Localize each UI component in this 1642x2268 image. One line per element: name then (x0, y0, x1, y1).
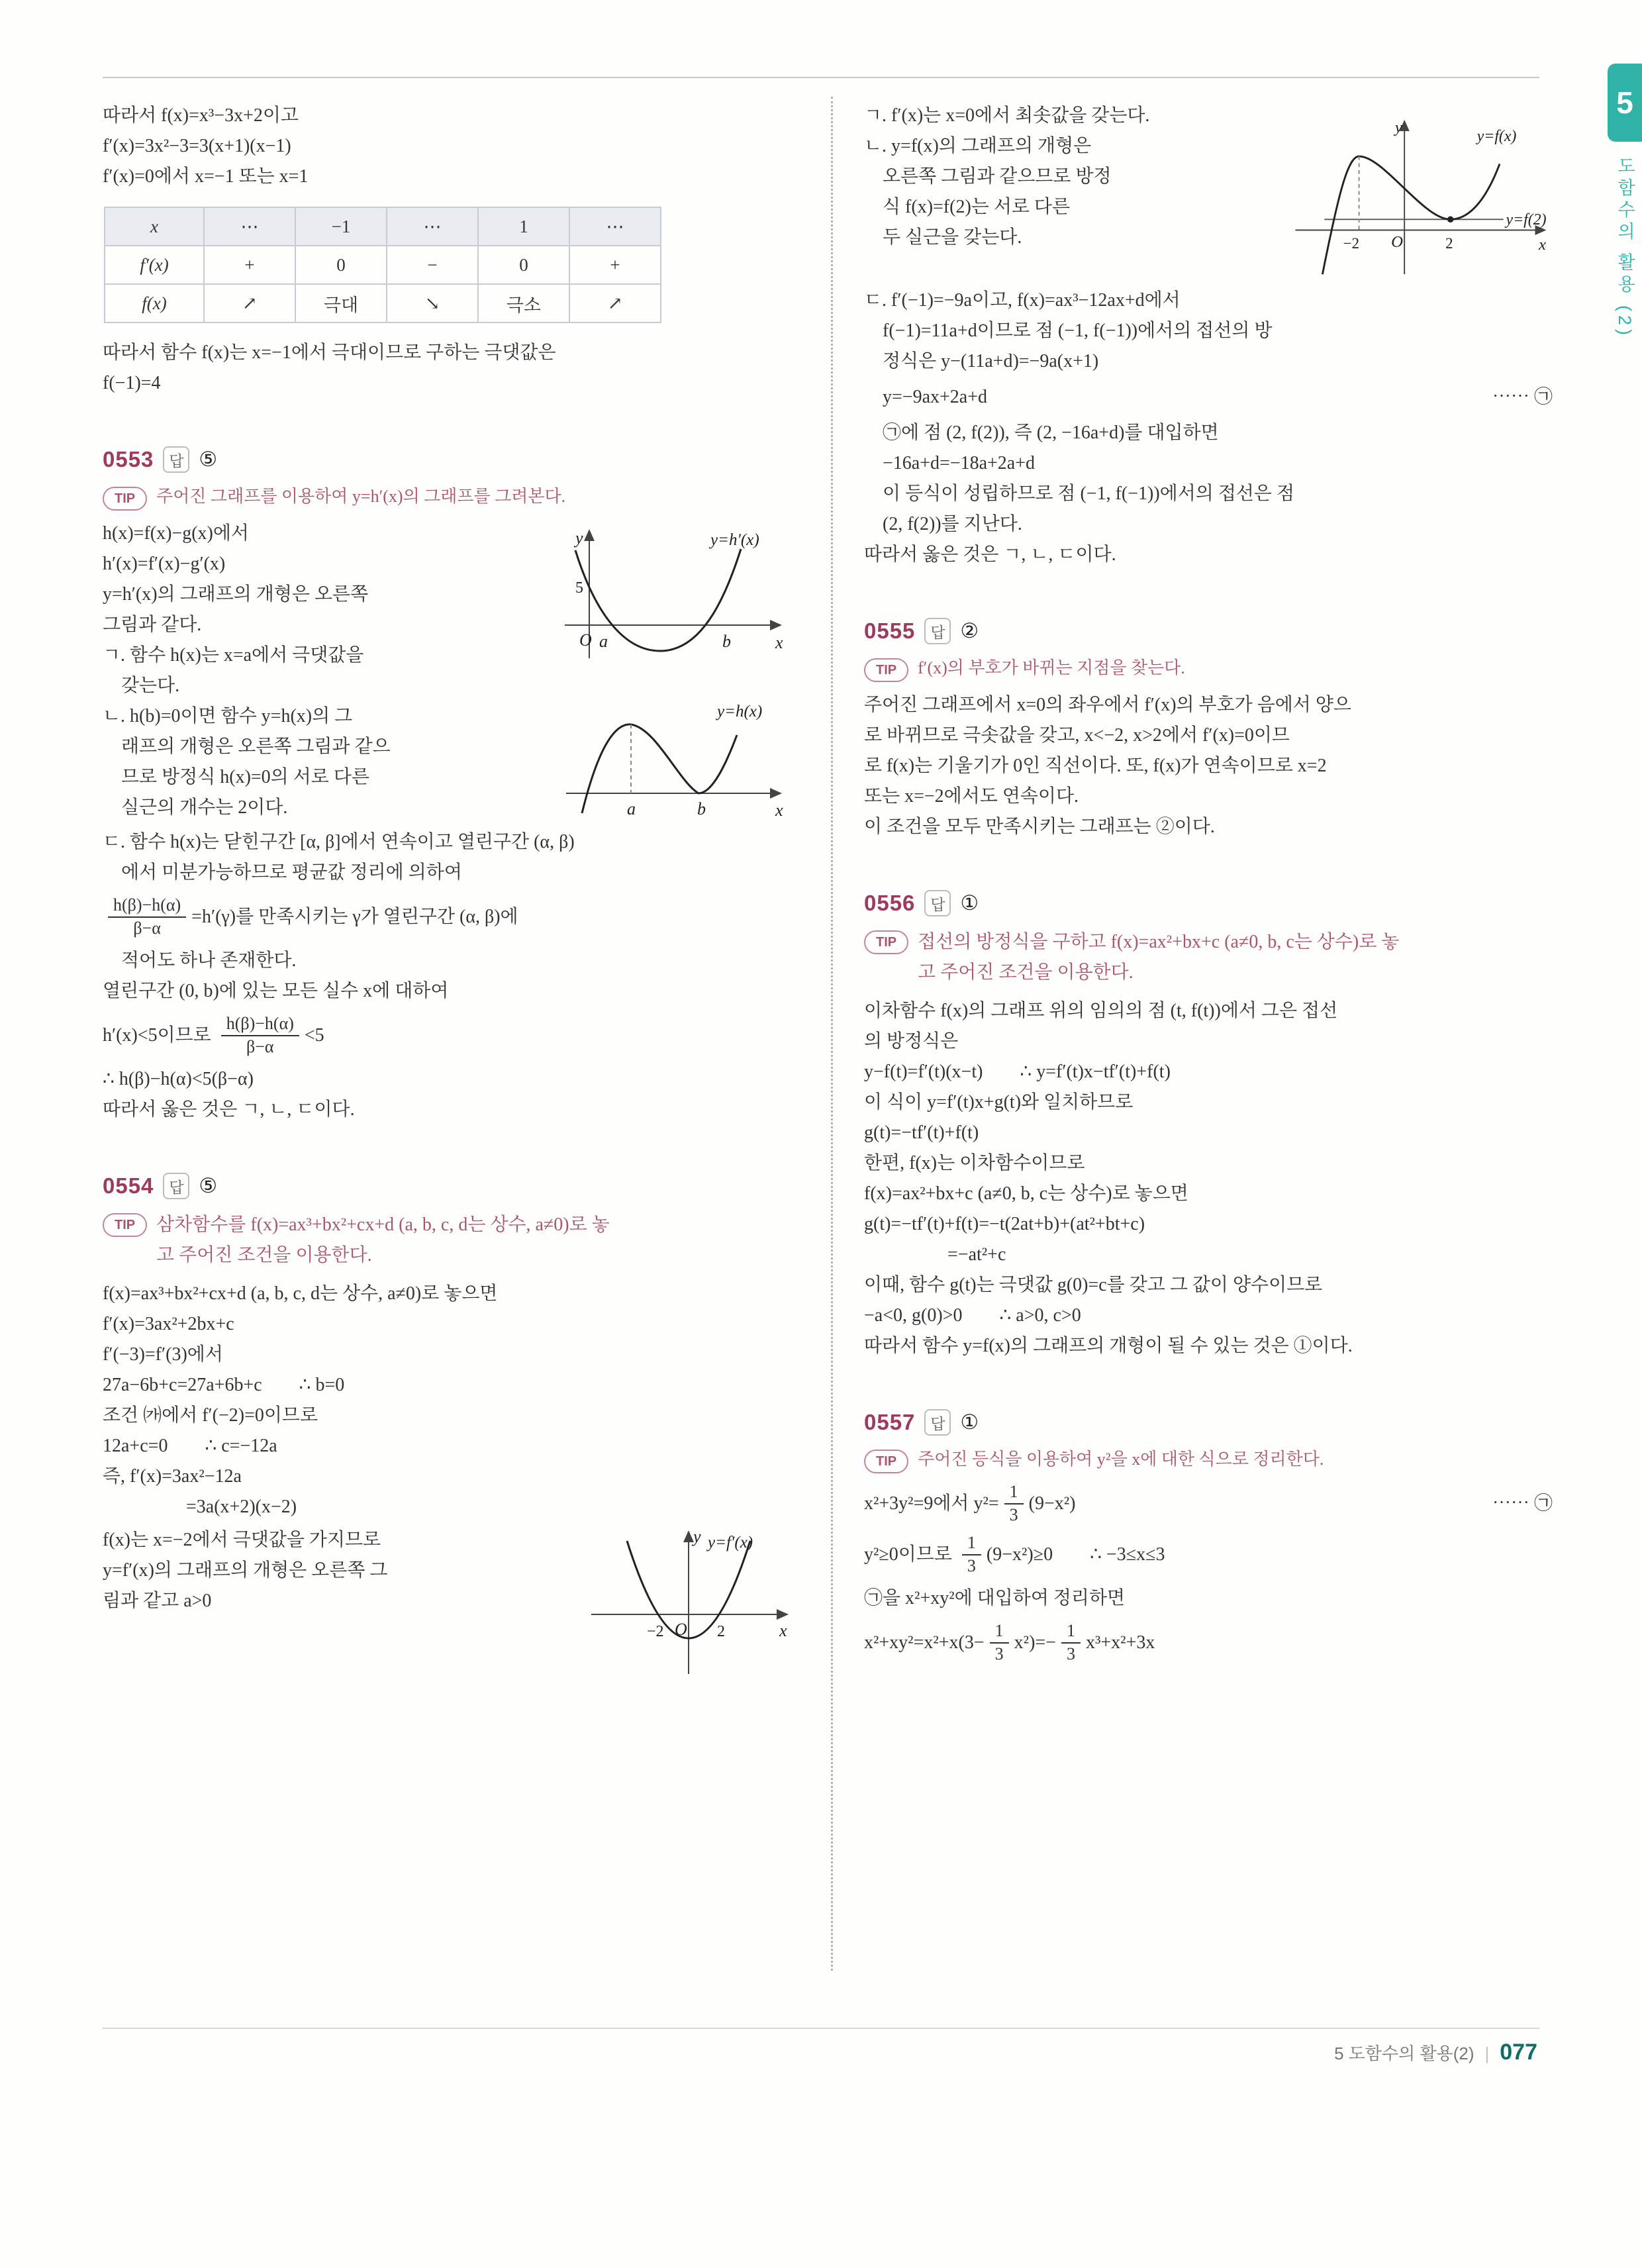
solution-text (864, 418, 1553, 570)
problem-0554-continued (864, 101, 1553, 570)
text-line: 래프의 개형은 오른쪽 그림과 같으 (103, 736, 391, 757)
solution-text (103, 946, 791, 1007)
tip-text (156, 1210, 610, 1271)
text-line: ∴ h(β)−h(α)<5(β−α) (103, 1069, 254, 1089)
table-cell: + (569, 246, 661, 284)
text-line: =−at²+c (864, 1244, 1006, 1265)
graph-f (1288, 113, 1553, 281)
y-label: y (1394, 118, 1402, 136)
graph-f-prime (586, 1525, 791, 1681)
text-line: 로 바뀌므로 극솟값을 갖고, x<−2, x>2에서 f′(x)=0이므 (864, 725, 1290, 746)
solution-text (864, 996, 1553, 1361)
x-label: x (775, 801, 783, 820)
table-cell: − (387, 246, 478, 284)
text-line: ㄷ. f′(−1)=−9a이고, f(x)=ax³−12ax+d에서 (864, 290, 1181, 311)
tip-badge: TIP (864, 930, 908, 954)
text-line: 따라서 함수 f(x)는 x=−1에서 극대이므로 구하는 극댓값은 (103, 342, 556, 363)
text-line: f(−1)=4 (103, 373, 161, 393)
fraction (108, 895, 186, 939)
fraction (962, 1532, 981, 1577)
text-line: f′(−3)=f′(3)에서 (103, 1344, 223, 1365)
text-line: 또는 x=−2에서도 연속이다. (864, 786, 1079, 807)
problem-0556 (864, 890, 1553, 1361)
tip-text: f′(x)의 부호가 바뀌는 지점을 찾는다. (918, 658, 1185, 677)
solution-text (103, 1064, 791, 1125)
f-curve (1322, 156, 1500, 274)
text-line: 의 방정식은 (864, 1031, 959, 1052)
solution-text (103, 1279, 791, 1522)
tip-text: 주어진 그래프를 이용하여 y=h′(x)의 그래프를 그려본다. (156, 487, 566, 506)
text-line: −a<0, g(0)>0 ∴ a>0, c>0 (864, 1305, 1081, 1326)
solution-text (103, 1525, 586, 1681)
text-line: ㄱ. 함수 h(x)는 x=a에서 극댓값을 (103, 645, 364, 666)
text-line: g(t)=−tf′(t)+f(t)=−t(2at+b)+(at²+bt+c) (864, 1214, 1145, 1234)
curve-label: y=f′(x) (708, 1534, 753, 1552)
text-line: f′(x)=3ax²+2bx+c (103, 1314, 234, 1334)
answer-choice: ⑤ (199, 448, 218, 471)
answer-choice: ① (960, 891, 979, 914)
fraction-numerator: 1 (990, 1620, 1009, 1644)
solution-with-graphs (103, 518, 791, 823)
minus-two-label: −2 (1343, 235, 1360, 252)
text-line: 따라서 함수 y=f(x)의 그래프의 개형이 될 수 있는 것은 ①이다. (864, 1336, 1353, 1356)
text-line: 고 주어진 조건을 이용한다. (918, 962, 1134, 983)
y-label: y (693, 1527, 701, 1546)
text-line: h′(x)=f′(x)−g′(x) (103, 554, 226, 574)
fraction-numerator: 1 (962, 1532, 981, 1555)
chapter-tab-label: 도함수의 활용 (2) (1615, 156, 1635, 340)
text-line: 따라서 옳은 것은 ㄱ, ㄴ, ㄷ이다. (103, 1099, 355, 1120)
text-line: 실근의 개수는 2이다. (103, 797, 288, 818)
table-cell: 0 (295, 246, 387, 284)
footer-rule (103, 2028, 1539, 2029)
text-line: =3a(x+2)(x−2) (103, 1497, 297, 1517)
text-line: (2, f(2))를 지난다. (864, 514, 1022, 534)
fraction (1004, 1481, 1024, 1526)
chapter-tab-number: 5 (1608, 64, 1642, 142)
table-cell: 극대 (295, 284, 387, 322)
tip-row (103, 1210, 791, 1271)
text-line: 정식은 y−(11a+d)=−9a(x+1) (864, 351, 1099, 371)
two-label: 2 (717, 1623, 725, 1640)
five-label: 5 (575, 579, 583, 597)
y-label: y (575, 528, 583, 548)
reference-mark: ⋯⋯ ㉠ (1492, 387, 1553, 407)
graph-h-prime (559, 522, 788, 665)
answer-label-badge: 답 (924, 618, 951, 644)
text-line: f(x)=ax²+bx+c (a≠0, b, c는 상수)로 놓으면 (864, 1183, 1188, 1204)
fraction (221, 1013, 299, 1058)
fraction (1061, 1620, 1081, 1665)
top-rule (103, 77, 1539, 78)
math-line-text: y²≥0이므로 (864, 1544, 957, 1565)
text-line: f(x)는 x=−2에서 극댓값을 가지므로 (103, 1530, 381, 1550)
text-line: g(t)=−tf′(t)+f(t) (864, 1122, 979, 1143)
minus-two-label: −2 (647, 1623, 664, 1640)
text-line: 에서 미분가능하므로 평균값 정리에 의하여 (103, 862, 462, 883)
curve-label: y=h′(x) (710, 531, 759, 549)
graph-h (559, 694, 788, 823)
text-line: 므로 방정식 h(x)=0의 서로 다른 (103, 767, 369, 787)
tip-text (918, 927, 1399, 988)
table-cell: f(x) (105, 284, 204, 322)
math-line-text: (9−x²) (1028, 1493, 1076, 1514)
two-label: 2 (1445, 235, 1453, 252)
text-line: 고 주어진 조건을 이용한다. (156, 1245, 372, 1265)
tip-badge: TIP (103, 487, 147, 511)
text-line: 접선의 방정식을 구하고 f(x)=ax²+bx+c (a≠0, b, c는 상수)로 놓 (918, 932, 1400, 952)
graph-stack (559, 518, 791, 823)
math-line-text: =h′(γ)를 만족시키는 γ가 열린구간 (α, β)에 (191, 906, 518, 927)
problem-0554 (103, 1173, 791, 1681)
solution-previous (103, 101, 791, 399)
solution-with-graph (103, 1525, 791, 1681)
answer-choice: ② (960, 619, 979, 642)
problem-number: 0556 (864, 891, 916, 915)
tip-text: 주어진 등식을 이용하여 y²을 x에 대한 식으로 정리한다. (918, 1450, 1324, 1469)
math-line-text: h′(x)<5이므로 (103, 1024, 216, 1046)
fraction-numerator: h(β)−h(α) (221, 1013, 299, 1036)
text-line: 12a+c=0 ∴ c=−12a (103, 1436, 277, 1456)
sign-chart-table (104, 207, 661, 323)
text-line: 이차함수 f(x)의 그래프 위의 임의의 점 (t, f(t))에서 그은 접선 (864, 1001, 1338, 1021)
b-label: b (697, 799, 706, 818)
left-column (103, 101, 791, 1685)
text-line: f′(x)=3x²−3=3(x+1)(x−1) (103, 136, 291, 156)
page-footer (1334, 2040, 1537, 2065)
tip-row (864, 655, 1553, 682)
table-cell: f′(x) (105, 246, 204, 284)
problem-number: 0555 (864, 618, 916, 643)
table-cell: ⋯ (204, 207, 295, 246)
page-content (103, 101, 1553, 1685)
solution-text (864, 285, 1553, 377)
text-line: −16a+d=−18a+2a+d (864, 453, 1036, 473)
fraction-denominator: 3 (1066, 1644, 1075, 1663)
text-line: 갖는다. (103, 675, 180, 696)
h-curve (582, 724, 737, 813)
table-cell: ↗ (569, 284, 661, 322)
fraction-denominator: 3 (994, 1644, 1004, 1663)
a-label: a (627, 799, 636, 818)
table-cell: −1 (295, 207, 387, 246)
text-line: 한편, f(x)는 이차함수이므로 (864, 1153, 1085, 1173)
origin-label: O (1391, 233, 1404, 252)
answer-label-badge: 답 (924, 1409, 951, 1436)
text-line: h(x)=f(x)−g(x)에서 (103, 523, 249, 544)
fraction-numerator: 1 (1061, 1620, 1081, 1644)
footer-page-number: 077 (1500, 2040, 1537, 2065)
text-line: ㄴ. y=f(x)의 그래프의 개형은 (864, 136, 1092, 156)
problem-heading (103, 1173, 791, 1199)
text-line: 림과 같고 a>0 (103, 1591, 212, 1611)
point-2-f2 (1447, 217, 1454, 223)
fraction-numerator: h(β)−h(α) (108, 895, 186, 918)
curve-label: y=h(x) (717, 703, 763, 720)
a-label: a (599, 632, 608, 651)
previous-solution-lines (103, 101, 791, 192)
text-line: 이때, 함수 g(t)는 극댓값 g(0)=c를 갖고 그 값이 양수이므로 (864, 1275, 1323, 1295)
reference-mark: ⋯⋯ ㉠ (1492, 1493, 1553, 1514)
origin-label: O (675, 1620, 687, 1639)
table-cell: 1 (478, 207, 569, 246)
fraction-denominator: 3 (967, 1555, 976, 1575)
tip-row (103, 483, 791, 511)
solution-text-line: ㉠을 x²+xy²에 대입하여 정리하면 (864, 1588, 1126, 1608)
text-line: f(−1)=11a+d이므로 점 (−1, f(−1))에서의 접선의 방 (864, 320, 1273, 341)
answer-label-badge: 답 (163, 1173, 189, 1199)
text-line: 열린구간 (0, b)에 있는 모든 실수 x에 대하여 (103, 981, 449, 1001)
problem-heading (103, 446, 791, 473)
right-column (864, 101, 1553, 1685)
problem-heading (864, 618, 1553, 644)
text-line: 이 조건을 모두 만족시키는 그래프는 ②이다. (864, 816, 1215, 837)
answer-label-badge: 답 (924, 890, 951, 916)
table-cell: ⋯ (387, 207, 478, 246)
tip-row (864, 927, 1553, 988)
column-divider (831, 97, 833, 1971)
x-label: x (775, 633, 783, 652)
text-line: 주어진 그래프에서 x=0의 좌우에서 f′(x)의 부호가 음에서 양으 (864, 695, 1351, 715)
answer-label-badge: 답 (163, 446, 189, 473)
math-line-text: x²+3y²=9에서 y²= (864, 1493, 999, 1514)
fraction (990, 1620, 1009, 1665)
fraction-numerator: 1 (1004, 1481, 1024, 1504)
text-line: 27a−6b+c=27a+6b+c ∴ b=0 (103, 1375, 345, 1395)
text-line: 로 f(x)는 기울기가 0인 직선이다. 또, f(x)가 연속이므로 x=2 (864, 756, 1327, 776)
text-line: ㄱ. f′(x)는 x=0에서 최솟값을 갖는다. (864, 105, 1150, 126)
math-line-text: (9−x²)≥0 ∴ −3≤x≤3 (986, 1544, 1165, 1565)
origin-label: O (579, 630, 592, 650)
problem-0555 (864, 618, 1553, 842)
text-line: 따라서 옳은 것은 ㄱ, ㄴ, ㄷ이다. (864, 544, 1116, 565)
solution-text (864, 690, 1553, 842)
solution-with-graph (864, 101, 1553, 281)
problem-number: 0557 (864, 1410, 916, 1434)
problem-number: 0554 (103, 1173, 154, 1198)
text-line: y−f(t)=f′(t)(x−t) ∴ y=f′(t)x−tf′(t)+f(t) (864, 1061, 1171, 1082)
curve-label: y=f(x) (1476, 128, 1517, 146)
equation-with-reference (864, 383, 1553, 411)
text-line: 식 f(x)=f(2)는 서로 다른 (864, 197, 1071, 217)
answer-choice: ⑤ (199, 1174, 218, 1197)
x-label: x (1539, 236, 1547, 254)
footer-separator: | (1484, 2044, 1490, 2063)
fraction-denominator: β−α (246, 1036, 274, 1056)
text-line: 적어도 하나 존재한다. (103, 950, 297, 971)
table-cell: ⋯ (569, 207, 661, 246)
x-label: x (779, 1621, 787, 1640)
problem-heading (864, 890, 1553, 916)
footer-section-title: 5 도함수의 활용(2) (1334, 2044, 1474, 2063)
text-line: f′(x)=0에서 x=−1 또는 x=1 (103, 166, 309, 187)
math-line-fraction (864, 1620, 1553, 1665)
previous-solution-conclusion (103, 338, 791, 399)
problem-0553 (103, 446, 791, 1125)
math-line-fraction (103, 895, 791, 939)
text-line: 따라서 f(x)=x³−3x+2이고 (103, 105, 299, 126)
solution-text (864, 101, 1288, 281)
answer-choice: ① (960, 1410, 979, 1434)
text-line: ㄴ. h(b)=0이면 함수 y=h(x)의 그 (103, 706, 353, 726)
text-line: y=f′(x)의 그래프의 개형은 오른쪽 그 (103, 1560, 388, 1581)
math-line-text: <5 (304, 1024, 324, 1046)
math-line-fraction (864, 1481, 1553, 1526)
solution-text (103, 827, 791, 888)
tip-badge: TIP (103, 1213, 147, 1237)
table-cell: 0 (478, 246, 569, 284)
math-line-fraction (864, 1532, 1553, 1577)
math-line-text: x²)=− (1014, 1632, 1056, 1653)
text-line: 즉, f′(x)=3ax²−12a (103, 1466, 242, 1487)
text-line: 오른쪽 그림과 같으므로 방정 (864, 166, 1112, 187)
text-line: 두 실근을 갖는다. (864, 227, 1022, 248)
text-line: ㄷ. 함수 h(x)는 닫힌구간 [α, β]에서 연속이고 열린구간 (α, β) (103, 832, 575, 852)
text-line: y=h′(x)의 그래프의 개형은 오른쪽 (103, 584, 369, 605)
math-line-fraction (103, 1013, 791, 1058)
text-line: 그림과 같다. (103, 615, 202, 635)
problem-heading (864, 1409, 1553, 1436)
fraction-denominator: β−α (133, 918, 161, 938)
fraction-denominator: 3 (1009, 1504, 1018, 1524)
solution-text (103, 518, 559, 823)
table-cell: x (105, 207, 204, 246)
math-line-text: x³+x²+3x (1085, 1632, 1155, 1653)
text-line: ㉠에 점 (2, f(2)), 즉 (2, −16a+d)를 대입하면 (864, 422, 1219, 443)
tip-badge: TIP (864, 658, 908, 682)
problem-0557 (864, 1409, 1553, 1665)
b-label: b (722, 632, 731, 651)
table-cell: ↗ (204, 284, 295, 322)
tip-badge: TIP (864, 1450, 908, 1473)
text-line: 삼차함수를 f(x)=ax³+bx²+cx+d (a, b, c, d는 상수, a≠0)로 놓 (156, 1214, 610, 1235)
text-line: 조건 ㈎에서 f′(−2)=0이므로 (103, 1405, 318, 1426)
math-line-text: x²+xy²=x²+x(3− (864, 1632, 985, 1653)
text-line: 이 식이 y=f′(t)x+g(t)와 일치하므로 (864, 1092, 1134, 1112)
table-cell: 극소 (478, 284, 569, 322)
problem-number: 0553 (103, 447, 154, 471)
tip-row (864, 1446, 1553, 1473)
equation-text: y=−9ax+2a+d (864, 387, 988, 407)
table-cell: + (204, 246, 295, 284)
text-line: f(x)=ax³+bx²+cx+d (a, b, c, d는 상수, a≠0)로 놓으면 (103, 1283, 498, 1304)
table-cell: ↘ (387, 284, 478, 322)
text-line: 이 등식이 성립하므로 점 (−1, f(−1))에서의 접선은 점 (864, 483, 1295, 504)
line-label: y=f(2) (1506, 211, 1547, 228)
